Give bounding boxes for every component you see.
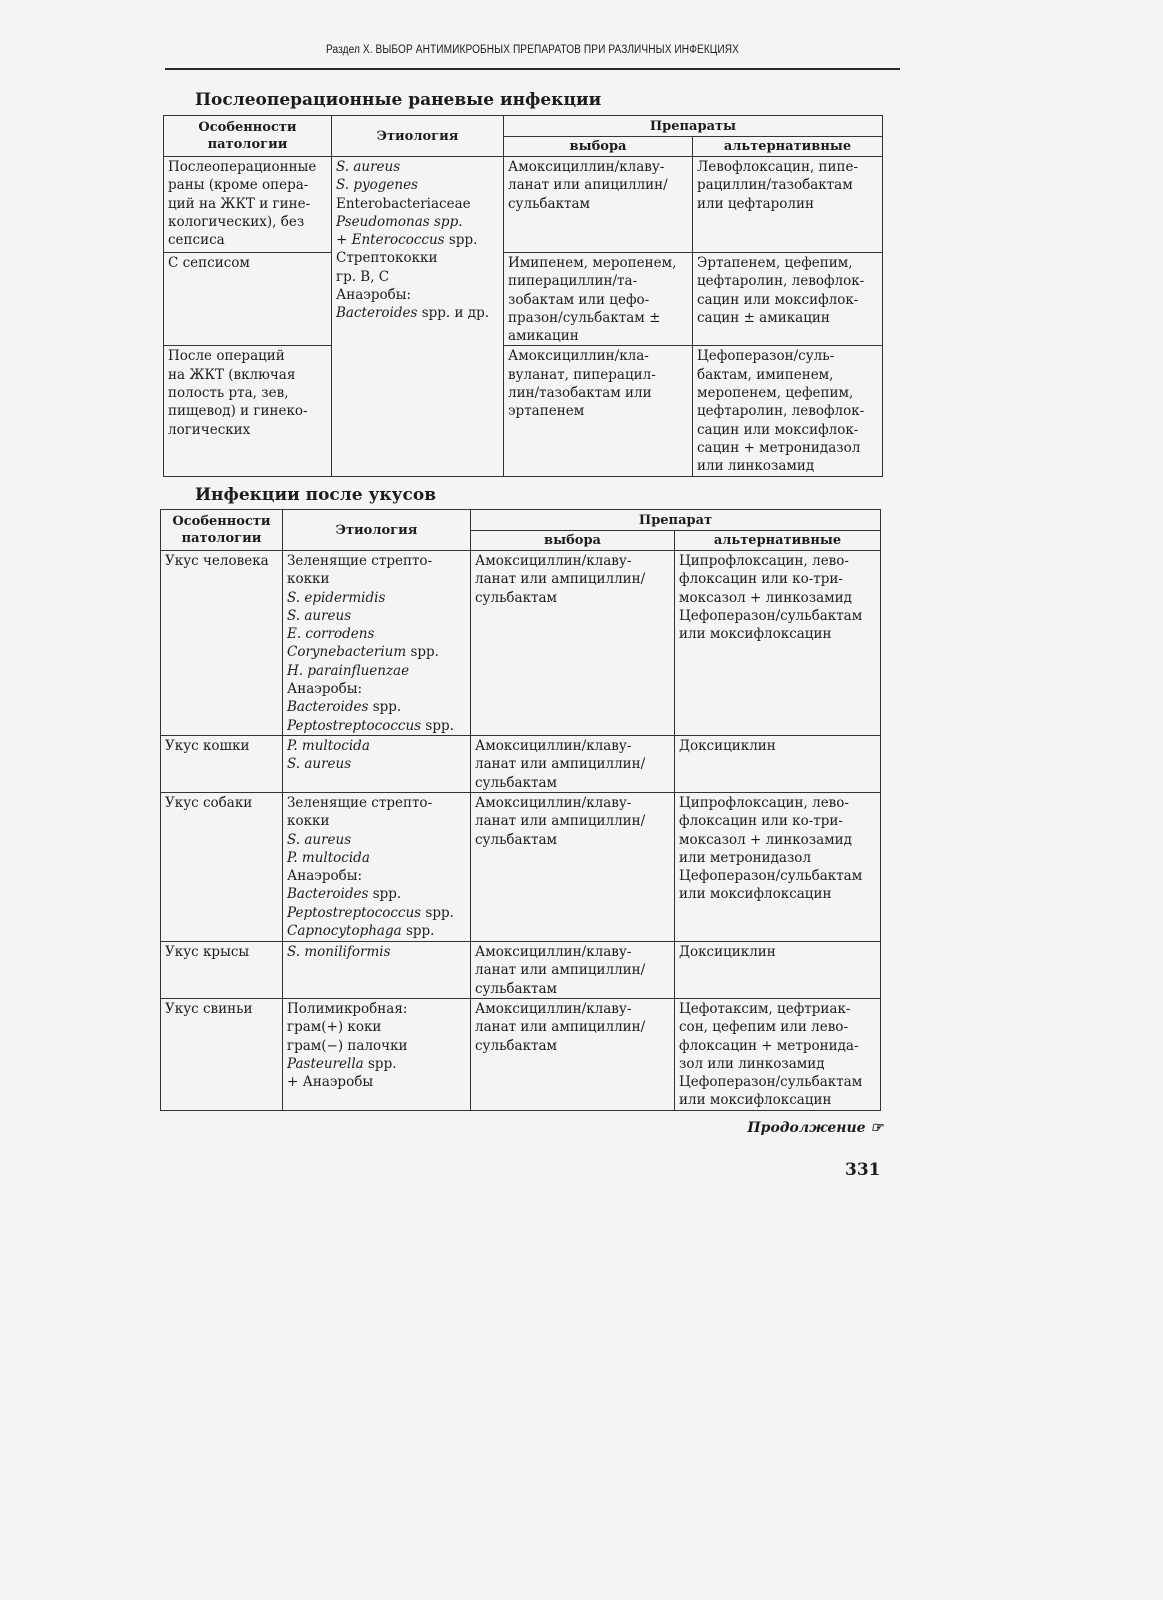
table2-title: Инфекции после укусов [195, 485, 437, 505]
alternative-cell: Ципрофлоксацин, лево- флоксацин или ко-три- моксазол + линкозамид Цефоперазон/сульбактам или моксифлоксацин [675, 551, 881, 736]
header-pathology: Особенности патологии [161, 510, 283, 551]
table-row [161, 941, 881, 998]
table-row [164, 346, 883, 477]
choice-cell: Амоксициллин/клаву- ланат или ампициллин/ сульбактам [471, 735, 675, 792]
pathology-cell: Укус свиньи [161, 998, 283, 1110]
bite-infections-table [160, 509, 881, 1111]
alternative-cell: Ципрофлоксацин, лево- флоксацин или ко-три- моксазол + линкозамид или метронидазол Цефоперазон/сульбактам или моксифлоксацин [675, 792, 881, 941]
header-pathology: Особенности патологии [164, 116, 332, 157]
header-alternative: альтернативные [693, 137, 883, 157]
pathology-cell: Укус крысы [161, 941, 283, 998]
pathology-cell: Послеоперационные раны (кроме опера- ций на ЖКТ и гине- кологических), без сепсиса [164, 157, 332, 253]
alternative-cell: Цефотаксим, цефтриак- сон, цефепим или лево- флоксацин + метронида- зол или линкозамид Цефоперазон/сульбактам или моксифлоксацин [675, 998, 881, 1110]
etiology-cell: Полимикробная: грам(+) коки грам(−) палочки Pasteurella spp. + Анаэробы [283, 998, 471, 1110]
header-rule [165, 68, 900, 70]
table-row [164, 157, 883, 253]
table-row [161, 998, 881, 1110]
choice-cell: Имипенем, меропенем, пиперациллин/та- зобактам или цефо- празон/сульбактам ± амикацин [504, 253, 693, 346]
pathology-cell: Укус кошки [161, 735, 283, 792]
pathology-cell: С сепсисом [164, 253, 332, 346]
alternative-cell: Цефоперазон/суль- бактам, имипенем, меропенем, цефепим, цефтаролин, левофлок- сацин или моксифлок- сацин + метронидазол или линкозамид [693, 346, 883, 477]
page-number: 331 [845, 1160, 881, 1180]
choice-cell: Амоксициллин/кла- вуланат, пиперацил- лин/тазобактам или эртапенем [504, 346, 693, 477]
choice-cell: Амоксициллин/клаву- ланат или апициллин/ сульбактам [504, 157, 693, 253]
header-drugs: Препараты [504, 116, 883, 137]
postoperative-infections-table [163, 115, 883, 477]
alternative-cell: Левофлоксацин, пипе- рациллин/тазобактам или цефтаролин [693, 157, 883, 253]
choice-cell: Амоксициллин/клаву- ланат или ампициллин/ сульбактам [471, 998, 675, 1110]
table-row [164, 253, 883, 346]
pathology-cell: Укус собаки [161, 792, 283, 941]
alternative-cell: Доксициклин [675, 735, 881, 792]
table-row [161, 551, 881, 736]
etiology-cell: S. moniliformis [283, 941, 471, 998]
etiology-cell: Зеленящие стрепто- кокки S. epidermidis S. aureus E. corrodens Corynebacterium spp. H. parainfluenzae Анаэробы: Bacteroides spp. Peptostreptococcus spp. [283, 551, 471, 736]
choice-cell: Амоксициллин/клаву- ланат или ампициллин/ сульбактам [471, 551, 675, 736]
header-etiology: Этиология [332, 116, 504, 157]
pathology-cell: Укус человека [161, 551, 283, 736]
running-head: Раздел X. ВЫБОР АНТИМИКРОБНЫХ ПРЕПАРАТОВ ПРИ РАЗЛИЧНЫХ ИНФЕКЦИЯХ [326, 44, 739, 56]
table-row [161, 792, 881, 941]
header-choice: выбора [471, 531, 675, 551]
continuation-note: Продолжение ☞ [747, 1120, 883, 1136]
table1-title: Послеоперационные раневые инфекции [195, 90, 602, 110]
choice-cell: Амоксициллин/клаву- ланат или ампициллин/ сульбактам [471, 941, 675, 998]
header-drugs: Препарат [471, 510, 881, 531]
choice-cell: Амоксициллин/клаву- ланат или ампициллин/ сульбактам [471, 792, 675, 941]
etiology-cell: Зеленящие стрепто- кокки S. aureus P. multocida Анаэробы: Bacteroides spp. Peptostreptococcus spp. Capnocytophaga spp. [283, 792, 471, 941]
header-alternative: альтернативные [675, 531, 881, 551]
table-row [161, 735, 881, 792]
alternative-cell: Эртапенем, цефепим, цефтаролин, левофлок- сацин или моксифлок- сацин ± амикацин [693, 253, 883, 346]
etiology-cell: P. multocida S. aureus [283, 735, 471, 792]
pathology-cell: После операций на ЖКТ (включая полость рта, зев, пищевод) и гинеко- логических [164, 346, 332, 477]
header-choice: выбора [504, 137, 693, 157]
alternative-cell: Доксициклин [675, 941, 881, 998]
header-etiology: Этиология [283, 510, 471, 551]
etiology-cell: S. aureus S. pyogenes Enterobacteriaceae Pseudomonas spp. + Enterococcus spp. Стрептококки гр. В, С Анаэробы: Bacteroides spp. и др. [332, 157, 504, 477]
